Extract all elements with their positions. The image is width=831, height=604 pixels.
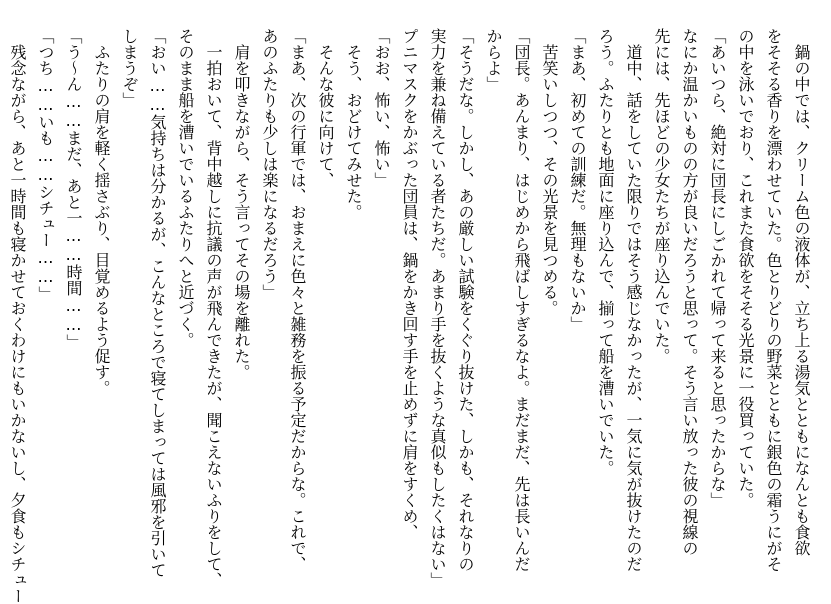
text-line: 「つち……いも……シチュー……」 bbox=[36, 28, 55, 302]
text-line: そんな彼に向けて、 bbox=[316, 28, 335, 188]
text-line: をそそる香りを漂わせていた。色とりどりの野菜とともに銀色の霜うにがそ bbox=[764, 28, 783, 572]
text-line: 鍋の中では、クリーム色の液体が、立ち上る湯気とともになんとも食欲 bbox=[792, 28, 811, 556]
text-line: 「おい……気持ちは分かるが、こんなところで寝てしまっては風邪を引いて bbox=[148, 28, 167, 578]
text-line: そう、おどけてみせた。 bbox=[344, 28, 363, 220]
text-line: 実力を兼ね備えている者たちだ。あまり手を抜くような真似もしたくはない」 bbox=[428, 28, 447, 588]
text-line: 「あいつら、絶対に団長にしごかれて帰って来ると思ったからな」 bbox=[708, 28, 727, 508]
text-line: ふたりの肩を軽く揺さぶり、目覚めるよう促す。 bbox=[92, 28, 111, 396]
text-line: プニマスクをかぶった団員は、鍋をかき回す手を止めずに肩をすくめ、 bbox=[400, 28, 419, 540]
vertical-text-body bbox=[0, 28, 815, 604]
text-line: 一拍おいて、背中越しに抗議の声が飛んできたが、聞こえないふりをして、 bbox=[204, 28, 223, 588]
text-line: 「そうだな。しかし、あの厳しい試験をくぐり抜けた、しかも、それなりの bbox=[456, 28, 475, 572]
text-line: 先には、先ほどの少女たちが座り込んでいた。 bbox=[652, 28, 671, 364]
text-line: 苦笑いしつつ、その光景を見つめる。 bbox=[540, 28, 559, 316]
text-line: しまうぞ」 bbox=[120, 28, 139, 108]
text-line: 「おお、怖い、怖い」 bbox=[372, 28, 391, 188]
text-line: 「団長。あんまり、はじめから飛ばしすぎるなよ。まだまだ、先は長いんだ bbox=[512, 28, 531, 572]
text-line: なにか温かいものの方が良いだろうと思って。そう言い放った彼の視線の bbox=[680, 28, 699, 556]
text-line: 「まあ、初めての訓練だ。無理もないか」 bbox=[568, 28, 587, 332]
text-line: そのまま船を漕いでいるふたりへと近づく。 bbox=[176, 28, 195, 348]
text-line: 「まあ、次の行軍では、おまえに色々と雑務を振る予定だからな。これで、 bbox=[288, 28, 307, 572]
text-line: の中を泳いでおり、これまた食欲をそそる光景に一役買っていた。 bbox=[736, 28, 755, 508]
text-line: 肩を叩きながら、そう言ってその場を離れた。 bbox=[232, 28, 251, 380]
text-line: 道中、話をしていた限りではそう感じなかったが、一気に気が抜けたのだ bbox=[624, 28, 643, 572]
text-line: あのふたりも少しは楽になるだろう」 bbox=[260, 28, 279, 300]
text-line: からよ」 bbox=[484, 28, 503, 92]
text-line: 「う～ん……まだ、あと一……時間……」 bbox=[64, 28, 83, 350]
text-line: ろう。ふたりとも地面に座り込んで、揃って船を漕いでいた。 bbox=[596, 28, 615, 476]
text-line: 残念ながら、あと一時間も寝かせておくわけにもいかないし、夕食もシチュー bbox=[8, 28, 27, 604]
